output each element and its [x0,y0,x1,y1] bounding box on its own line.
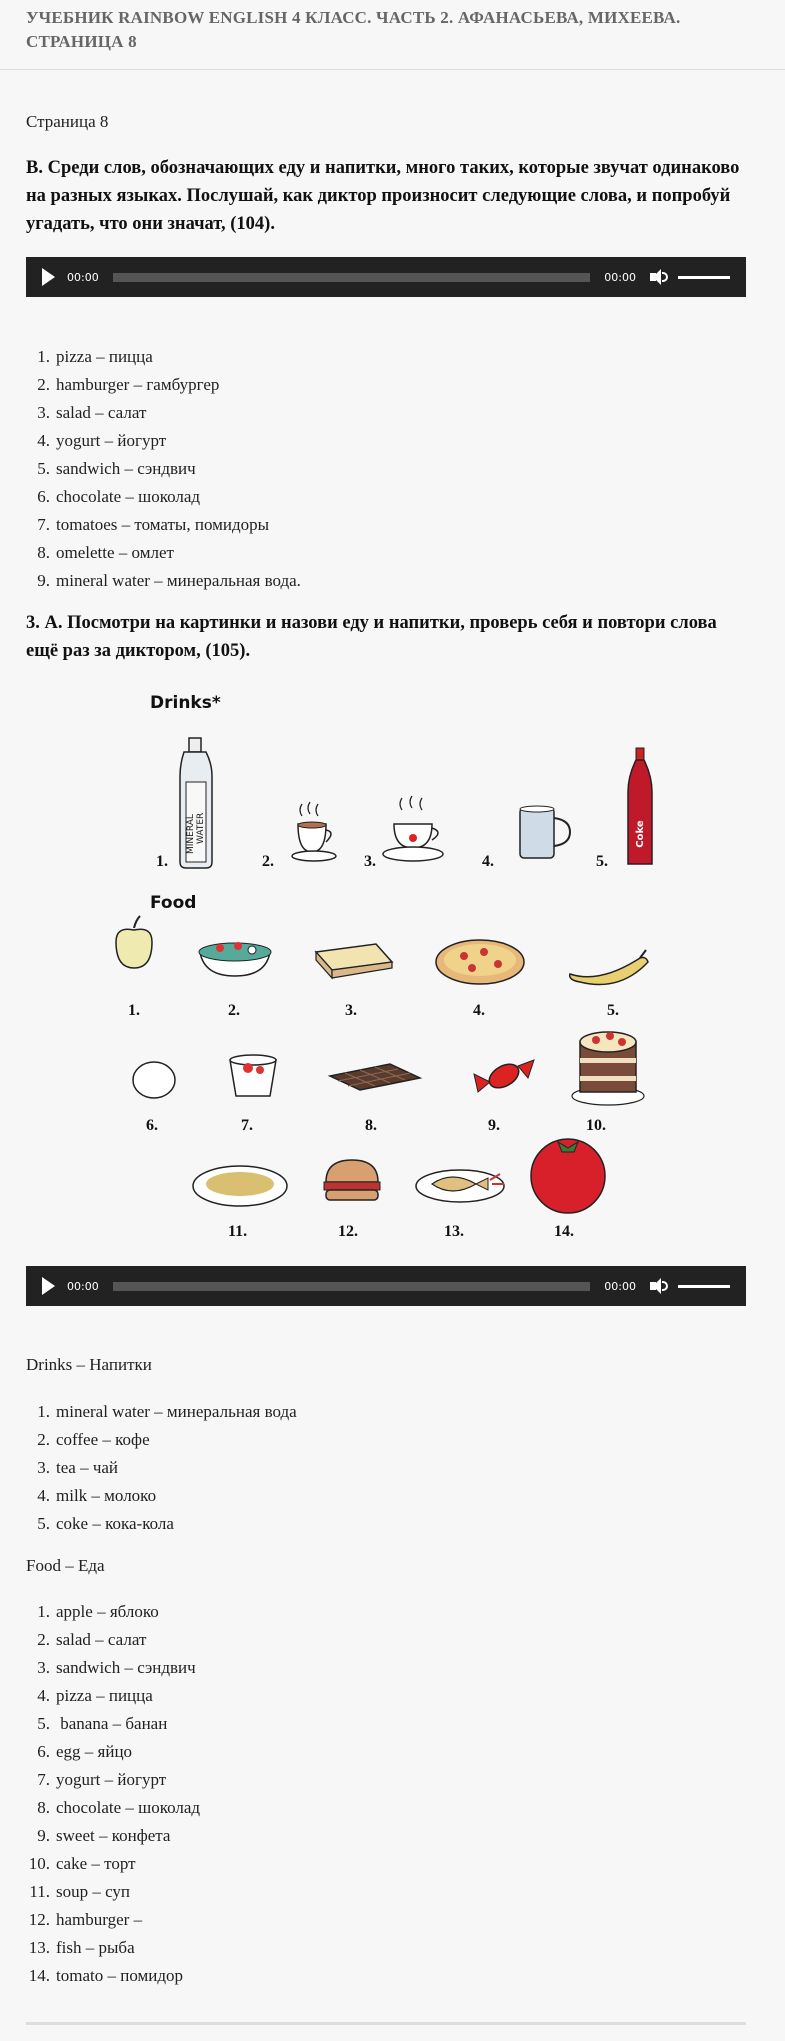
bottle-label-mineral: MINERAL [186,814,196,854]
list-item [26,1626,746,1654]
list-item-text: banana – банан [56,1714,168,1733]
list-item [26,455,746,483]
pizza-icon [436,940,524,984]
drink-number: 2. [262,853,274,870]
list-item [26,399,746,427]
banana-icon [570,950,648,985]
list-item-text: tomato – помидор [56,1966,183,1985]
page-header [0,0,785,70]
food-number: 9. [488,1117,500,1134]
list-item-number: 1. [37,1602,50,1621]
list-item [26,539,746,567]
list-item [26,1426,746,1454]
volume-icon[interactable] [650,1278,668,1294]
list-item-number: 4. [37,1486,50,1505]
audio-progress-track[interactable] [113,273,591,282]
list-item-number: 5. [37,459,50,478]
list-item [26,567,746,595]
list-item [26,1906,746,1934]
salad-bowl-icon [199,942,271,976]
list-item-text: milk – молоко [56,1486,157,1505]
drinks-list [26,1398,746,1538]
volume-slider[interactable] [678,276,730,279]
bottom-divider [26,2022,746,2025]
list-item [26,511,746,539]
list-item [26,1598,746,1626]
list-item-number: 9. [37,1826,50,1845]
audio-total-time: 00:00 [604,270,636,284]
play-icon[interactable] [42,1277,55,1295]
food-heading: Food [150,893,197,913]
coke-bottle-icon [628,748,652,864]
food-number: 6. [146,1117,158,1134]
list-item-text: sandwich – сэндвич [56,1658,196,1677]
audio-total-time: 00:00 [604,1279,636,1293]
food-number: 3. [345,1002,357,1019]
milk-mug-icon [520,806,570,858]
list-item-text: coke – кока-кола [56,1514,174,1533]
list-item-number: 14. [28,1966,50,1985]
list-item-text: sweet – конфета [56,1826,171,1845]
list-item-text: tomatoes – томаты, помидоры [56,515,270,534]
yogurt-icon [230,1055,276,1096]
list-item-text: egg – яйцо [56,1742,133,1761]
list-item-number: 3. [37,1458,50,1477]
drinks-label: Drinks – Напитки [26,1355,152,1374]
food-number: 1. [128,1002,140,1019]
audio-player-2[interactable] [26,1266,746,1306]
list-item-number: 5. [37,1514,50,1533]
task-b-text: В. Среди слов, обозначающих еду и напитки, много таких, которые звучат одинаково на разных языках. Послушай, как диктор произносит следующие слова, и попробуй угадать, что они значат, (104). [26,158,740,234]
list-item-number: 2. [37,375,50,394]
list-item [26,1710,746,1738]
list-item-text: hamburger – гамбургер [56,375,220,394]
list-item [26,1738,746,1766]
food-drinks-illustration [80,684,680,1244]
list-item [26,1454,746,1482]
drinks-heading: Drinks* [150,693,221,713]
list-item [26,1766,746,1794]
apple-icon [116,916,152,968]
food-number: 7. [241,1117,253,1134]
list-item-number: 9. [37,571,50,590]
food-number: 12. [338,1223,358,1240]
list-item-number: 3. [37,403,50,422]
list-item-number: 1. [37,347,50,366]
list-item [26,1794,746,1822]
soup-bowl-icon [193,1166,287,1206]
list-item-text: mineral water – минеральная вода. [56,571,301,590]
list-item-text: chocolate – шоколад [56,487,201,506]
fish-plate-icon [416,1170,504,1202]
list-item-number: 10. [28,1854,50,1873]
food-number: 5. [607,1002,619,1019]
bottle-label-water: WATER [196,812,206,844]
list-item-text: pizza – пицца [56,347,153,366]
list-item-text: salad – салат [56,1630,147,1649]
list-item-text: omelette – омлет [56,543,174,562]
list-item-text: chocolate – шоколад [56,1798,201,1817]
drink-number: 4. [482,853,494,870]
food-number: 11. [228,1223,248,1240]
list-item-text: yogurt – йогурт [56,1770,167,1789]
page-label: Страница 8 [26,112,109,131]
list-item [26,1682,746,1710]
list-item-number: 12. [28,1910,50,1929]
list-item-number: 2. [37,1430,50,1449]
cake-icon [572,1032,644,1105]
food-number: 8. [365,1117,377,1134]
list-item-text: salad – салат [56,403,147,422]
list-item-number: 11. [29,1882,50,1901]
list-item [26,1934,746,1962]
list-item-text: tea – чай [56,1458,119,1477]
list-item-text: yogurt – йогурт [56,431,167,450]
food-number: 2. [228,1002,240,1019]
list-item-number: 4. [37,431,50,450]
list-item [26,1482,746,1510]
mineral-water-bottle-icon [180,738,212,868]
task-3a-text: 3. А. Посмотри на картинки и назови еду и напитки, проверь себя и повтори слова ещё раз за диктором, (105). [26,613,717,661]
tomato-icon [531,1139,605,1213]
list-item-number: 6. [37,1742,50,1761]
drink-number: 5. [596,853,608,870]
list-item [26,371,746,399]
list-item-number: 2. [37,1630,50,1649]
audio-current-time: 00:00 [67,1279,99,1293]
list-item-text: sandwich – сэндвич [56,459,196,478]
list-item-text: cake – торт [56,1854,136,1873]
list-item-number: 6. [37,487,50,506]
list-item [26,1654,746,1682]
list-item-text: soup – суп [56,1882,131,1901]
list-item-text: fish – рыба [56,1938,135,1957]
list-item-text: hamburger – [56,1910,143,1929]
list-item-number: 5. [37,1714,50,1733]
list-item-number: 4. [37,1686,50,1705]
volume-icon[interactable] [650,269,668,285]
list-item-number: 13. [28,1938,50,1957]
list-item-text: pizza – пицца [56,1686,153,1705]
list-item-number: 1. [37,1402,50,1421]
list-item [26,1850,746,1878]
list-item [26,343,746,371]
list-item-number: 8. [37,1798,50,1817]
food-number: 14. [554,1223,574,1240]
food-label: Food – Еда [26,1556,105,1575]
hamburger-icon [324,1160,380,1200]
list-item [26,1510,746,1538]
page-title: УЧЕБНИК RAINBOW ENGLISH 4 КЛАСС. ЧАСТЬ 2. АФАНАСЬЕВА, МИХЕЕВА. СТРАНИЦА 8 [26,8,681,51]
coke-label: Coke [635,820,646,848]
list-item [26,1822,746,1850]
list-item-text: coffee – кофе [56,1430,150,1449]
list-item-number: 3. [37,1658,50,1677]
list-item-number: 7. [37,515,50,534]
food-number: 10. [586,1117,606,1134]
chocolate-icon [330,1064,420,1090]
audio-current-time: 00:00 [67,270,99,284]
play-icon[interactable] [42,268,55,286]
list-item-number: 8. [37,543,50,562]
food-number: 13. [444,1223,464,1240]
drink-number: 1. [156,853,168,870]
drink-number: 3. [364,853,376,870]
word-list-1 [26,343,746,595]
food-number: 4. [473,1002,485,1019]
list-item [26,1962,746,1990]
volume-slider[interactable] [678,1285,730,1288]
list-item-text: apple – яблоко [56,1602,159,1621]
audio-progress-track[interactable] [113,1282,591,1291]
list-item-text: mineral water – минеральная вода [56,1402,297,1421]
tea-cup-icon [383,796,443,861]
list-item [26,1878,746,1906]
list-item-number: 7. [37,1770,50,1789]
list-item [26,1398,746,1426]
list-item [26,427,746,455]
coffee-cup-icon [292,802,336,861]
egg-icon [133,1062,175,1098]
food-list [26,1598,746,1990]
sandwich-icon [316,944,392,978]
list-item [26,483,746,511]
sweet-icon [474,1059,534,1092]
audio-player-1[interactable] [26,257,746,297]
